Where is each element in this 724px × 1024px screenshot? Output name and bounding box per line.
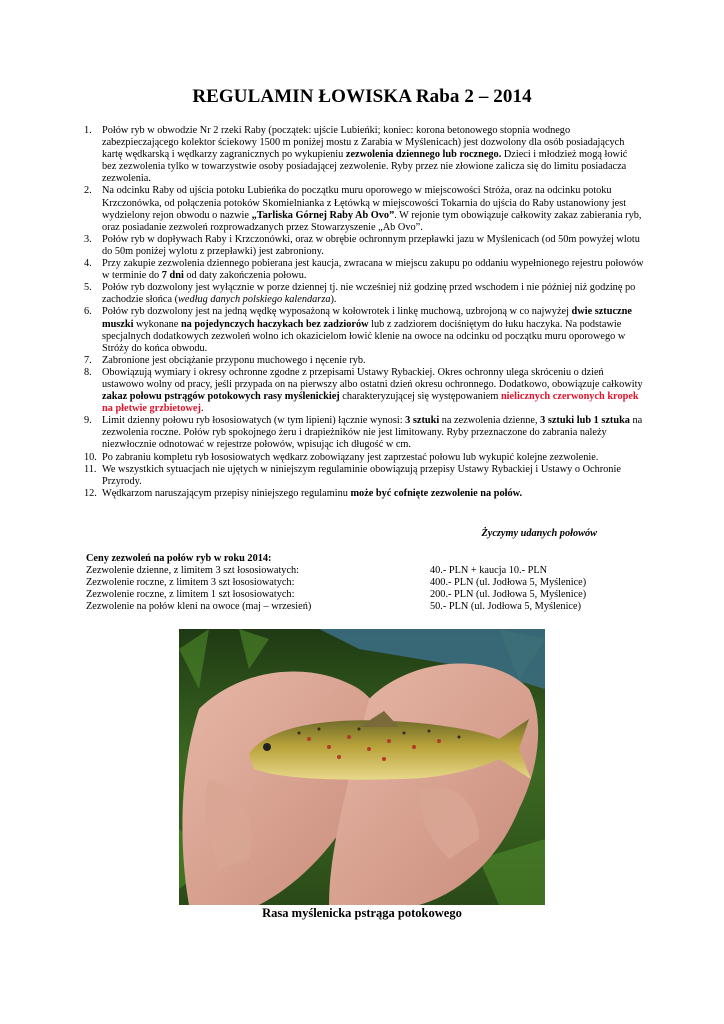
- rule-number: 10.: [84, 451, 97, 463]
- rule-text: zakaz połowu pstrągów potokowych rasy myślenickiej: [102, 391, 340, 403]
- rule-text: od daty zakończenia połowu.: [183, 270, 307, 282]
- rule-text: na pojedynczych haczykach bez zadziorów: [180, 318, 369, 330]
- photo-caption: Rasa myślenicka pstrąga potokowego: [262, 906, 462, 920]
- rule-text: według danych polskiego kalendarza: [178, 294, 331, 306]
- rule-item: [84, 464, 644, 488]
- rule-item: [84, 306, 644, 354]
- rule-item: [84, 185, 644, 233]
- rule-text: 7 dni: [161, 270, 184, 282]
- price-row: [86, 589, 646, 601]
- rule-text: We wszystkich sytuacjach nie ujętych w niniejszym regulaminie obowiązują przepisy Ustawy Rybackiej i Ustawy o Ochronie Przyrody.: [102, 463, 621, 487]
- rule-text: Dzieci i młodzież mogą łowić bez zezwolenia tylko w towarzystwie osoby posiadającej zezwolenie. Ryby przez nie złowione zalicza się do limitu posiadacza zezwolenia.: [102, 149, 628, 185]
- rule-text: zezwolenia dziennego lub rocznego.: [345, 149, 502, 161]
- price-list-heading: Ceny zezwoleń na połów ryb w roku 2014:: [86, 553, 272, 564]
- rule-text: wykonane: [133, 318, 181, 330]
- rule-item: [84, 488, 644, 500]
- rule-number: 4.: [84, 258, 92, 270]
- rule-text: lub z zadziorem dociśniętym do łuku haczyka. Na podstawie specjalnych dodatkowych zezwoleń wolno ich okazicielom łowić klenie na owoce na odcinku od początku muru oporowego w Stróży do końca obwodu.: [102, 318, 626, 354]
- rule-text: Połów ryb dozwolony jest na jedną wędkę wyposażoną w kołowrotek i linkę muchową, uzbrojoną w co najwyżej: [102, 306, 572, 318]
- rule-text: „Tarliska Górnej Raby Ab Ovo”: [251, 209, 395, 221]
- rule-text: Połów ryb w dopływach Raby i Krzczonówki, oraz w obrębie ochronnym przepławki jazu w Myślenicach (od 50m powyżej wlotu do 50m poniżej wylotu z przepławki) jest zabroniony.: [102, 233, 640, 257]
- rule-item: [84, 355, 644, 367]
- rule-number: 12.: [84, 487, 97, 499]
- rule-text: na zezwolenia roczne. Połów ryb spokojnego żeru i drapieżników nie jest limitowany. Ryby przeznaczone do zabrania należy niezwłocznie odnotować w rejestrze połowów, wpisując ich długość w cm.: [102, 415, 643, 451]
- rule-item: [84, 125, 644, 185]
- price-value: 40.- PLN + kaucja 10.- PLN: [430, 565, 548, 577]
- price-description: Zezwolenie dzienne, z limitem 3 szt łososiowatych:: [86, 565, 300, 577]
- price-value: 400.- PLN (ul. Jodłowa 5, Myślenice): [430, 577, 587, 589]
- price-row: [86, 601, 646, 613]
- rule-text: 3 sztuki lub 1 sztuka: [540, 415, 630, 427]
- price-value: 200.- PLN (ul. Jodłowa 5, Myślenice): [430, 589, 587, 601]
- rule-text: charakteryzującej się występowaniem: [339, 391, 501, 403]
- rule-text: nielicznych czerwonych kropek na płetwie grzbietowej: [102, 391, 639, 415]
- rule-text: Obowiązują wymiary i okresy ochronne zgodne z przepisami Ustawy Rybackiej. Okres ochronny ulega skróceniu o dzień ustawowo wolny od pracy, jeśli przypada on na pierwszy albo ostatni dzień okresu ochronnego. Dodatkowo, obowiązuje całkowity: [102, 366, 643, 390]
- rules-list: [84, 125, 644, 500]
- rule-item: [84, 367, 644, 415]
- rule-number: 11.: [84, 463, 97, 475]
- price-description: Zezwolenie roczne, z limitem 3 szt łososiowatych:: [86, 577, 295, 589]
- rule-text: Wędkarzom naruszającym przepisy niniejszego regulaminu: [102, 487, 351, 499]
- rule-number: 3.: [84, 233, 92, 245]
- rule-number: 9.: [84, 415, 92, 427]
- rule-text: 3 sztuki: [405, 415, 440, 427]
- rule-number: 6.: [84, 306, 92, 318]
- rule-text: Limit dzienny połowu ryb łososiowatych (w tym lipieni) łącznie wynosi:: [102, 415, 406, 427]
- rule-text: Połów ryb dozwolony jest wyłącznie w porze dziennej tj. nie wcześniej niż godzinę przed wschodem i nie później niż godzinę po zachodzie słońca (: [102, 282, 636, 306]
- rule-item: [84, 258, 644, 282]
- rule-item: [84, 282, 644, 306]
- rule-number: 7.: [84, 354, 92, 366]
- price-description: Zezwolenie roczne, z limitem 1 szt łososiowatych:: [86, 589, 295, 601]
- rule-number: 2.: [84, 185, 92, 197]
- rule-text: . W rejonie tym obowiązuje całkowity zakaz zabierania ryb, oraz posiadanie zezwoleń rozprowadzanych przez Stowarzyszenie „Ab Ovo”.: [102, 209, 642, 233]
- price-description: Zezwolenie na połów kleni na owoce (maj – wrzesień): [86, 601, 312, 613]
- trout-photo: [179, 629, 545, 905]
- rule-text: Połów ryb w obwodzie Nr 2 rzeki Raby (początek: ujście Lubieńki; koniec: korona betonowego stopnia wodnego zabezpieczającego kolektor ściekowy 1500 m poniżej mostu z Zarabia w Myślenicach) jest dozwolony dla osób posiadających kartę wędkarską i wędkarzy zagranicznych po wykupieniu: [102, 125, 625, 161]
- price-list: [86, 553, 646, 613]
- price-row: [86, 577, 646, 589]
- price-value: 50.- PLN (ul. Jodłowa 5, Myślenice): [430, 601, 581, 613]
- rule-item: [84, 234, 644, 258]
- rule-text: Na odcinku Raby od ujścia potoku Lubieńka do początku muru oporowego w miejscowości Stróża, oraz na odcinku potoku Krzczonówka, od połączenia potoków Skomielnianka z Łętówką w miejscowości Tokarnia do ujścia do Raby ustanowiony jest wydzielony rejon obwodu o nazwie: [102, 185, 627, 221]
- rule-text: dwie sztuczne muszki: [102, 306, 632, 330]
- rule-text: Przy zakupie zezwolenia dziennego pobierana jest kaucja, zwracana w miejscu zakupu po oddaniu wypełnionego rejestru połowów w terminie do: [102, 258, 644, 282]
- rule-text: może być cofnięte zezwolenie na połów.: [350, 487, 523, 499]
- rule-text: Po zabraniu kompletu ryb łososiowatych wędkarz zobowiązany jest zaprzestać połowu lub wykupić kolejne zezwolenie.: [102, 451, 599, 463]
- rule-text: ).: [330, 294, 337, 306]
- rule-number: 5.: [84, 282, 92, 294]
- page-title: REGULAMIN ŁOWISKA Raba 2 – 2014: [192, 86, 532, 107]
- rule-text: .: [200, 403, 204, 415]
- closing-wish: Życzymy udanych połowów: [481, 528, 597, 539]
- rule-number: 8.: [84, 366, 92, 378]
- rule-item: [84, 452, 644, 464]
- rule-number: 1.: [84, 125, 92, 136]
- rule-text: na zezwolenia dzienne,: [439, 415, 541, 427]
- rule-text: Zabronione jest obciążanie przyponu muchowego i nęcenie ryb.: [102, 354, 366, 366]
- price-row: [86, 565, 646, 577]
- rule-item: [84, 415, 644, 451]
